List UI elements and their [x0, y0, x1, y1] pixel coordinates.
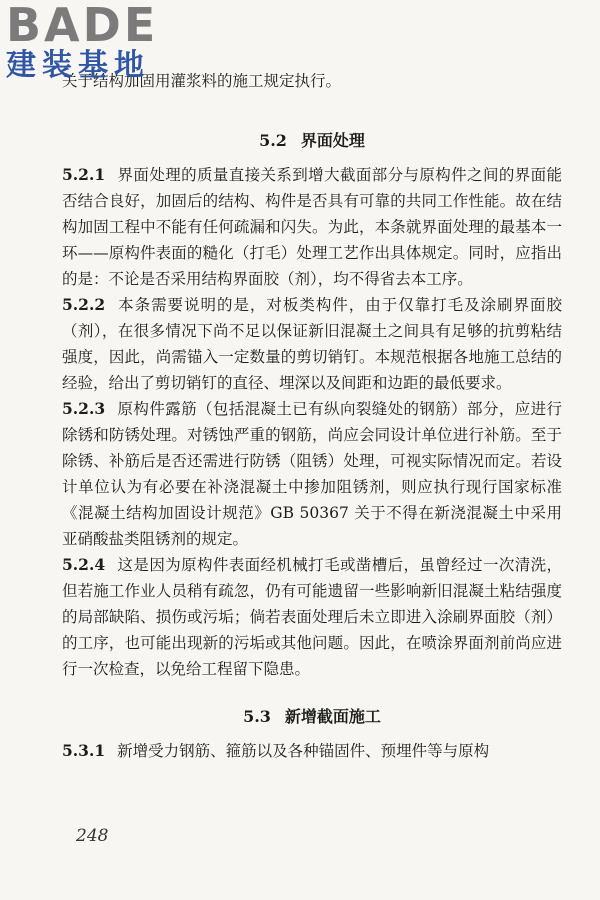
section-heading-5-3 [62, 696, 562, 738]
watermark-subtitle: 建装基地 [6, 48, 150, 83]
clause-number: 5.2.2 [62, 295, 106, 314]
clause-5-2-4 [62, 552, 562, 682]
clause-text: 界面处理的质量直接关系到增大截面部分与原构件之间的界面能否结合良好，加固后的结构、构件是否具有可靠的共同工作性能。故在结构加固工程中不能有任何疏漏和闪失。为此，本条就界面处理的最基本一环——原构件表面的糙化（打毛）处理工艺作出具体规定。同时，应指出的是：不论是否采用结构界面胶（剂），均不得省去本工序。 [62, 166, 562, 288]
watermark-logo [6, 2, 186, 82]
clause-5-2-3 [62, 396, 562, 552]
section-title: 界面处理 [300, 131, 365, 150]
clause-text: 新增受力钢筋、箍筋以及各种锚固件、预埋件等与原构 [117, 742, 490, 760]
page-number: 248 [76, 826, 109, 846]
section-number: 5.3 [243, 707, 271, 726]
clause-number: 5.2.3 [62, 399, 106, 418]
clause-5-3-1 [62, 738, 562, 764]
clause-5-2-2 [62, 292, 562, 396]
clause-text: 这是因为原构件表面经机械打毛或凿槽后，虽曾经过一次清洗，但若施工作业人员稍有疏忽，仍有可能遗留一些影响新旧混凝土粘结强度的局部缺陷、损伤或污垢；倘若表面处理后未立即进入涂刷界面胶（剂）的工序，也可能出现新的污垢或其他问题。因此，在喷涂界面剂前尚应进行一次检查，以免给工程留下隐患。 [62, 556, 562, 678]
clause-text: 原构件露筋（包括混凝土已有纵向裂缝处的钢筋）部分，应进行除锈和防锈处理。对锈蚀严重的钢筋，尚应会同设计单位进行补筋。至于除锈、补筋后是否还需进行防锈（阻锈）处理，可视实际情况而定。若设计单位认为有必要在补浇混凝土中掺加阻锈剂，则应执行现行国家标准《混凝土结构加固设计规范》GB 50367 关于不得在新浇混凝土中采用亚硝酸盐类阻锈剂的规定。 [62, 400, 562, 548]
clause-text: 本条需要说明的是，对板类构件，由于仅靠打毛及涂刷界面胶（剂），在很多情况下尚不足以保证新旧混凝土之间具有足够的抗剪粘结强度，因此，尚需锚入一定数量的剪切销钉。本规范根据各地施工总结的经验，给出了剪切销钉的直径、埋深以及间距和边距的最低要求。 [62, 296, 562, 392]
page-content [62, 68, 562, 764]
section-heading-5-2 [62, 120, 562, 162]
continued-text: 关于结构加固用灌浆料的施工规定执行。 [62, 72, 342, 90]
watermark-title: BADE [6, 0, 159, 52]
section-title: 新增截面施工 [284, 707, 381, 726]
section-number: 5.2 [259, 131, 287, 150]
clause-number: 5.2.1 [62, 165, 106, 184]
clause-number: 5.3.1 [62, 741, 106, 760]
clause-number: 5.2.4 [62, 555, 106, 574]
clause-5-2-1 [62, 162, 562, 292]
